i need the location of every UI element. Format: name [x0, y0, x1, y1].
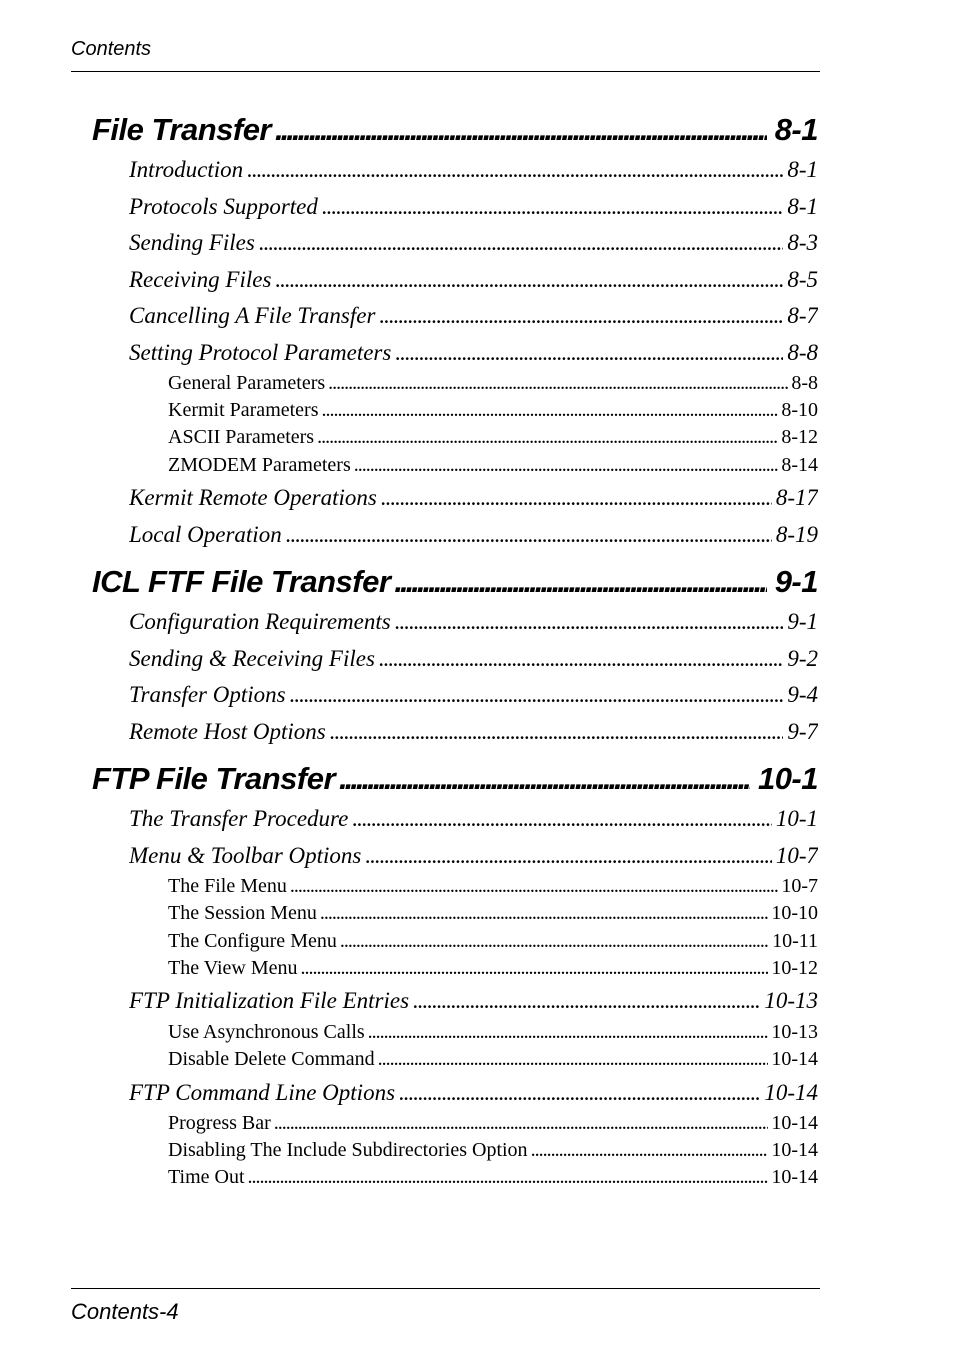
toc-entry-title: Introduction [129, 157, 244, 182]
dot-leader [328, 372, 788, 395]
toc-entry-title: Receiving Files [129, 267, 272, 292]
toc-entry-page: 10-11 [772, 930, 818, 952]
dot-leader [290, 682, 784, 708]
toc-entry-page: 8-14 [781, 454, 818, 476]
dot-leader [247, 157, 783, 183]
toc-entry-page: 9-7 [787, 719, 818, 744]
toc-entry-title: Transfer Options [129, 682, 286, 707]
toc-entry-title: FTP Initialization File Entries [129, 988, 410, 1013]
toc-subsection-entry [168, 957, 818, 980]
toc-section-entry [129, 806, 818, 832]
toc-entry-title: The File Menu [168, 875, 287, 897]
dot-leader [381, 485, 772, 511]
dot-leader [394, 564, 766, 600]
toc-entry-title: Kermit Remote Operations [129, 485, 377, 510]
toc-entry-title: File Transfer [92, 112, 272, 147]
toc-subsection-entry [168, 1021, 818, 1044]
toc-entry-page: 10-1 [757, 761, 818, 796]
toc-entry-page: 9-4 [787, 682, 818, 707]
toc-entry-title: Time Out [168, 1166, 245, 1188]
toc-subsection-entry [168, 454, 818, 477]
toc-entry-page: 8-8 [791, 372, 818, 394]
toc-subsection-entry [168, 875, 818, 898]
toc-entry-title: ZMODEM Parameters [168, 454, 351, 476]
toc-entry-page: 10-14 [771, 1166, 818, 1188]
toc-section-entry [129, 267, 818, 293]
dot-leader [320, 902, 768, 925]
toc-section-entry [129, 1080, 818, 1106]
dot-leader [275, 112, 767, 148]
toc-subsection-entry [168, 902, 818, 925]
toc-section-entry [129, 646, 818, 672]
toc-entry-page: 10-7 [775, 843, 818, 868]
toc-section-entry [129, 843, 818, 869]
toc-entry-title: Setting Protocol Parameters [129, 340, 392, 365]
toc-entry-page: 8-12 [781, 426, 818, 448]
toc-subsection-entry [168, 1139, 818, 1162]
toc-subsection-entry [168, 1048, 818, 1071]
toc-section-entry [129, 194, 818, 220]
toc-entry-page: 8-1 [787, 157, 818, 182]
toc-entry-page: 8-1 [787, 194, 818, 219]
dot-leader [365, 843, 771, 869]
dot-leader [330, 719, 784, 745]
toc-section-entry [129, 522, 818, 548]
toc-entry-title: Cancelling A File Transfer [129, 303, 376, 328]
toc-entry-page: 10-14 [771, 1112, 818, 1134]
dot-leader [395, 340, 783, 366]
toc-entry-page: 10-14 [764, 1080, 818, 1105]
toc-entry-title: ICL FTF File Transfer [92, 564, 391, 599]
toc-entry-title: The Configure Menu [168, 930, 337, 952]
toc-entry-page: 10-14 [771, 1048, 818, 1070]
page-number: Contents-4 [71, 1299, 179, 1324]
dot-leader [290, 875, 778, 898]
toc-chapter-entry [92, 761, 818, 797]
dot-leader [301, 957, 769, 980]
toc-section-entry [129, 303, 818, 329]
toc-section-entry [129, 230, 818, 256]
dot-leader [378, 1048, 769, 1071]
toc-entry-page: 8-5 [787, 267, 818, 292]
toc-chapter-entry [92, 564, 818, 600]
running-header: Contents [71, 38, 152, 60]
dot-leader [354, 454, 779, 477]
toc-entry-page: 8-17 [775, 485, 818, 510]
toc-section-entry [129, 719, 818, 745]
toc-entry-page: 8-1 [774, 112, 818, 147]
dot-leader [259, 230, 783, 256]
dot-leader [286, 522, 772, 548]
toc-entry-title: Disabling The Include Subdirectories Option [168, 1139, 528, 1161]
toc-entry-title: ASCII Parameters [168, 426, 315, 448]
toc-entry-page: 10-14 [771, 1139, 818, 1161]
toc-entry-page: 9-2 [787, 646, 818, 671]
dot-leader [317, 426, 778, 449]
toc-subsection-entry [168, 1166, 818, 1189]
dot-leader [395, 609, 784, 635]
toc-section-entry [129, 157, 818, 183]
toc-entry-page: 10-13 [764, 988, 818, 1013]
dot-leader [322, 194, 783, 220]
dot-leader [275, 267, 783, 293]
toc-entry-page: 8-8 [787, 340, 818, 365]
toc-entry-page: 9-1 [787, 609, 818, 634]
toc-subsection-entry [168, 426, 818, 449]
dot-leader [339, 761, 750, 797]
toc-section-entry [129, 988, 818, 1014]
dot-leader [340, 930, 769, 953]
toc-entry-title: Sending & Receiving Files [129, 646, 375, 671]
footer-rule [71, 1288, 820, 1289]
toc-section-entry [129, 609, 818, 635]
toc-entry-title: Local Operation [129, 522, 282, 547]
toc-entry-page: 10-13 [771, 1021, 818, 1043]
toc-entry-page: 10-1 [775, 806, 818, 831]
dot-leader [379, 303, 783, 329]
toc-entry-page: 10-12 [771, 957, 818, 979]
toc-entry-page: 8-3 [787, 230, 818, 255]
toc-entry-title: Kermit Parameters [168, 399, 319, 421]
toc-subsection-entry [168, 399, 818, 422]
toc-entry-page: 10-7 [781, 875, 818, 897]
toc-entry-title: Protocols Supported [129, 194, 318, 219]
toc-entry-title: Sending Files [129, 230, 255, 255]
header-rule [71, 71, 820, 72]
toc-entry-title: Menu & Toolbar Options [129, 843, 362, 868]
toc-entry-title: Use Asynchronous Calls [168, 1021, 365, 1043]
dot-leader [274, 1112, 769, 1135]
toc-section-entry [129, 682, 818, 708]
toc-entry-title: Disable Delete Command [168, 1048, 375, 1070]
toc-entry-title: FTP Command Line Options [129, 1080, 396, 1105]
toc-entry-title: General Parameters [168, 372, 326, 394]
toc-entry-title: Configuration Requirements [129, 609, 391, 634]
toc-chapter-entry [92, 112, 818, 148]
toc-entry-title: FTP File Transfer [92, 761, 336, 796]
dot-leader [399, 1080, 760, 1106]
dot-leader [531, 1139, 769, 1162]
dot-leader [413, 988, 760, 1014]
toc-entry-title: The View Menu [168, 957, 298, 979]
dot-leader [322, 399, 779, 422]
toc-section-entry [129, 485, 818, 511]
dot-leader [379, 646, 783, 672]
toc-entry-page: 10-10 [771, 902, 818, 924]
toc-entry-page: 8-19 [775, 522, 818, 547]
toc-subsection-entry [168, 1112, 818, 1135]
toc-entry-page: 8-10 [781, 399, 818, 421]
toc-entry-title: The Transfer Procedure [129, 806, 349, 831]
toc-subsection-entry [168, 930, 818, 953]
dot-leader [368, 1021, 769, 1044]
toc-entry-title: The Session Menu [168, 902, 317, 924]
toc-entry-page: 8-7 [787, 303, 818, 328]
toc-subsection-entry [168, 372, 818, 395]
toc-entry-page: 9-1 [774, 564, 818, 599]
dot-leader [352, 806, 771, 832]
toc-entry-title: Remote Host Options [129, 719, 326, 744]
toc-entry-title: Progress Bar [168, 1112, 271, 1134]
dot-leader [248, 1166, 769, 1189]
toc-section-entry [129, 340, 818, 366]
